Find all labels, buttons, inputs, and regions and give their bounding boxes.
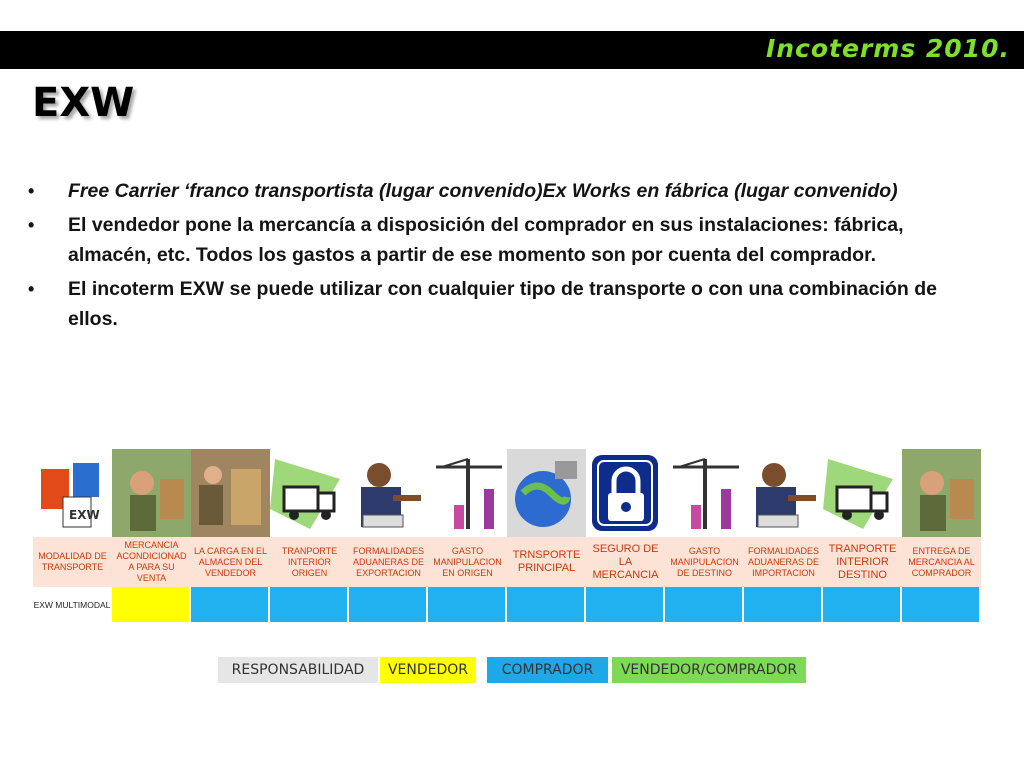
legend-label: COMPRADOR — [487, 657, 608, 683]
responsibility-cell — [507, 587, 586, 622]
bullet-icon: • — [28, 181, 35, 201]
column-label: FORMALIDADES ADUANERAS DE IMPORTACION — [747, 545, 819, 578]
bullet-item — [28, 274, 958, 334]
bullet-text: El vendedor pone la mercancía a disposición del comprador en sus instalaciones: fábrica, almacén, etc. Todos los gastos a partir de ese momento son por cuenta del comprador. — [68, 214, 904, 266]
globe-icon — [507, 449, 586, 537]
column-label: MERCANCIA ACONDICIONAD A PARA SU VENTA — [116, 540, 187, 583]
responsibility-cell — [744, 587, 823, 622]
column-label: FORMALIDADES ADUANERAS DE EXPORTACION — [352, 545, 424, 578]
row-name: EXW MULTIMODAL — [33, 587, 111, 622]
legend-vendedor — [380, 657, 476, 683]
responsibility-cell — [823, 587, 902, 622]
legend-responsabilidad — [218, 657, 378, 683]
transport-modes-icon — [33, 449, 112, 537]
column-label: GASTO MANIPULACION EN ORIGEN — [433, 545, 502, 578]
padlock-icon — [586, 449, 665, 537]
responsibility-cell — [191, 587, 270, 622]
responsibility-cell — [349, 587, 428, 622]
column-label: MODALIDAD DE TRANSPORTE — [38, 551, 107, 572]
bullet-text: Free Carrier ‘franco transportista (lugar convenido)Ex Works en fábrica (lugar convenido) — [68, 180, 898, 202]
slide-title: EXW — [32, 80, 135, 126]
column-label: TRANPORTE INTERIOR DESTINO — [828, 542, 897, 581]
column-label: ENTREGA DE MERCANCIA AL COMPRADOR — [908, 545, 975, 578]
legend-comprador — [487, 657, 608, 683]
responsibility-cell — [270, 587, 349, 622]
svg-text:EXW: EXW — [69, 508, 100, 522]
truck-icon — [270, 449, 349, 537]
icon-row — [33, 449, 981, 537]
column-label: TRNSPORTE PRINCIPAL — [512, 549, 581, 574]
responsibility-cell — [428, 587, 507, 622]
responsibility-cell — [586, 587, 665, 622]
column-label: LA CARGA EN EL ALMACEN DEL VENDEDOR — [193, 545, 268, 578]
incoterm-flow-table — [33, 449, 981, 622]
customs-officer-icon — [349, 449, 428, 537]
crane-icon — [428, 449, 507, 537]
column-label: SEGURO DE LA MERCANCIA — [592, 542, 659, 581]
bullet-icon: • — [28, 279, 35, 299]
bullet-list — [28, 176, 958, 338]
column-label: GASTO MANIPULACION DE DESTINO — [670, 545, 739, 578]
crane-icon — [665, 449, 744, 537]
header-bar — [0, 31, 1024, 69]
bullet-item — [28, 210, 958, 270]
brand-title: Incoterms 2010. — [765, 34, 1010, 63]
bullet-item — [28, 176, 958, 206]
legend-label: VENDEDOR — [380, 657, 476, 683]
truck-icon — [823, 449, 902, 537]
responsibility-cell — [665, 587, 744, 622]
bullet-text: El incoterm EXW se puede utilizar con cualquier tipo de transporte o con una combinación de ellos. — [68, 278, 937, 330]
column-label: TRANPORTE INTERIOR ORIGEN — [281, 545, 338, 578]
warehouse-loading-icon — [191, 449, 270, 537]
customs-officer-icon — [744, 449, 823, 537]
responsibility-cell — [902, 587, 981, 622]
worker-goods-icon — [902, 449, 981, 537]
responsibility-cell — [112, 587, 191, 622]
bullet-icon: • — [28, 215, 35, 235]
legend-label: RESPONSABILIDAD — [218, 657, 378, 683]
responsibility-row — [33, 587, 981, 622]
label-row — [33, 537, 981, 587]
legend-vendedor-comprador — [612, 657, 806, 683]
worker-goods-icon — [112, 449, 191, 537]
legend-label: VENDEDOR/COMPRADOR — [612, 657, 806, 683]
